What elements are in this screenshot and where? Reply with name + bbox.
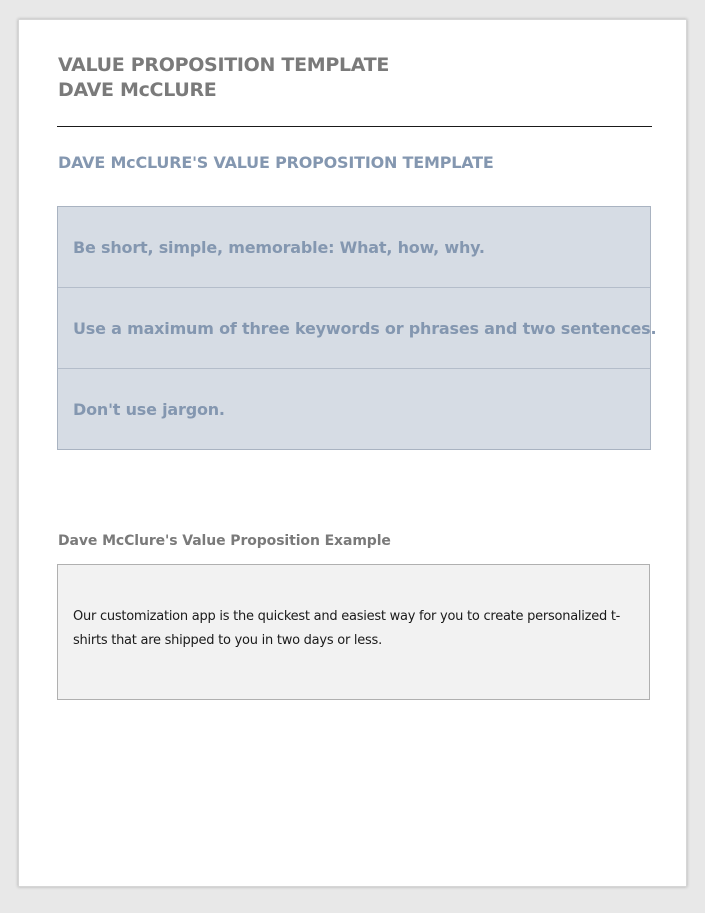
- document-title-line-1: VALUE PROPOSITION TEMPLATE: [58, 54, 390, 76]
- document-page: [18, 19, 687, 887]
- example-text: Our customization app is the quickest and easiest way for you to create personalized t-shirts that are shipped to you in two days or less.: [73, 609, 621, 648]
- example-box: [57, 564, 650, 700]
- section-heading: DAVE McCLURE'S VALUE PROPOSITION TEMPLATE: [58, 153, 494, 172]
- title-divider: [57, 126, 652, 127]
- guideline-row: Don't use jargon.: [73, 399, 225, 419]
- guidelines-table: [57, 206, 657, 450]
- guideline-row: Be short, simple, memorable: What, how, why.: [58, 207, 650, 288]
- example-heading: Dave McClure's Value Proposition Example: [58, 533, 391, 549]
- guideline-row: Use a maximum of three keywords or phrases and two sentences.: [58, 288, 650, 369]
- document-title-line-2: DAVE McCLURE: [58, 79, 217, 101]
- document-title: [58, 53, 389, 103]
